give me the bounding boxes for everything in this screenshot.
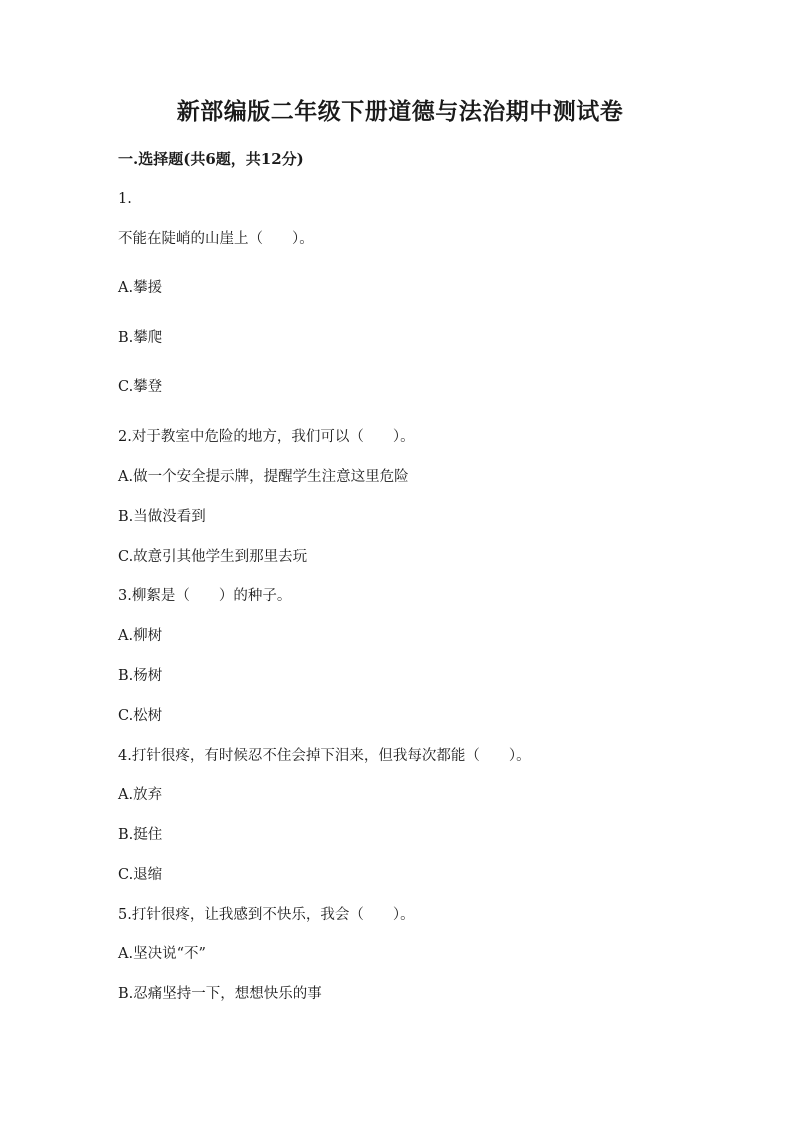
section-heading: 一.选择题(共6题，共12分) <box>118 150 304 168</box>
question-3-option-c: C.松树 <box>118 708 163 724</box>
question-5-stem: 5.打针很疼，让我感到不快乐，我会（ ）。 <box>118 907 415 923</box>
question-5-option-a: A.坚决说“不” <box>118 946 206 962</box>
question-3-option-b: B.杨树 <box>118 668 163 684</box>
question-3-stem: 3.柳絮是（ ）的种子。 <box>118 588 292 604</box>
question-4-option-b: B.挺住 <box>118 827 163 843</box>
question-1-option-b: B.攀爬 <box>118 330 163 346</box>
question-2-option-c: C.故意引其他学生到那里去玩 <box>118 549 308 565</box>
question-4-option-c: C.退缩 <box>118 867 163 883</box>
question-1-option-c: C.攀登 <box>118 379 163 395</box>
question-4-stem: 4.打针很疼，有时候忍不住会掉下泪来，但我每次都能（ ）。 <box>118 748 531 764</box>
document-title: 新部编版二年级下册道德与法治期中测试卷 <box>176 98 624 125</box>
question-5-option-b: B.忍痛坚持一下，想想快乐的事 <box>118 986 322 1002</box>
question-4-option-a: A.放弃 <box>118 787 163 803</box>
question-3-option-a: A.柳树 <box>118 628 163 644</box>
question-2-option-a: A.做一个安全提示牌，提醒学生注意这里危险 <box>118 469 409 485</box>
question-2-option-b: B.当做没看到 <box>118 509 206 525</box>
question-1-option-a: A.攀援 <box>118 280 163 296</box>
question-2-stem: 2.对于教室中危险的地方，我们可以（ ）。 <box>118 429 415 445</box>
question-1-number: 1. <box>118 191 132 207</box>
question-1-stem: 不能在陡峭的山崖上（ ）。 <box>118 231 314 247</box>
